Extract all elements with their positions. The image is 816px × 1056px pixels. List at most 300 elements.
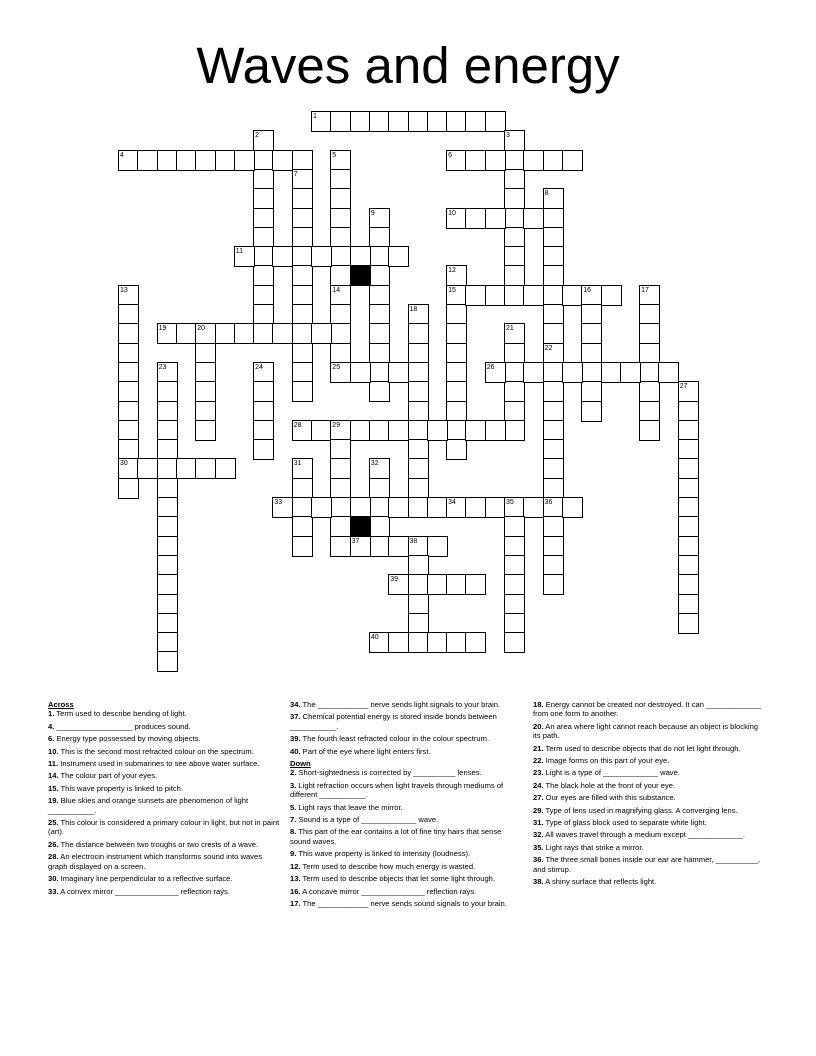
grid-cell[interactable]: [388, 574, 409, 595]
grid-cell[interactable]: [446, 439, 467, 460]
clue-number: 38: [409, 537, 418, 545]
grid-cell[interactable]: [369, 304, 390, 325]
grid-cell[interactable]: [253, 362, 274, 383]
grid-cell[interactable]: [446, 304, 467, 325]
grid-cell[interactable]: [408, 497, 429, 518]
grid-cell[interactable]: [543, 188, 564, 209]
grid-cell[interactable]: [253, 150, 274, 171]
grid-cell[interactable]: [504, 169, 525, 190]
grid-cell[interactable]: [485, 208, 506, 229]
grid-cell[interactable]: [195, 150, 216, 171]
grid-cell[interactable]: [504, 227, 525, 248]
grid-cell[interactable]: [601, 285, 622, 306]
grid-cell[interactable]: [446, 574, 467, 595]
grid-cell[interactable]: [543, 420, 564, 441]
grid-cell[interactable]: [369, 632, 390, 653]
grid-cell[interactable]: [253, 420, 274, 441]
grid-cell[interactable]: [330, 536, 351, 557]
grid-cell[interactable]: [215, 323, 236, 344]
grid-cell[interactable]: [504, 285, 525, 306]
grid-cell[interactable]: [118, 285, 139, 306]
grid-cell[interactable]: [562, 497, 583, 518]
grid-cell[interactable]: [330, 285, 351, 306]
grid-cell[interactable]: [157, 478, 178, 499]
grid-cell[interactable]: [350, 536, 371, 557]
grid-cell[interactable]: [678, 613, 699, 634]
grid-cell[interactable]: [330, 497, 351, 518]
grid-cell[interactable]: [330, 208, 351, 229]
grid-cell[interactable]: [330, 227, 351, 248]
grid-cell[interactable]: [427, 632, 448, 653]
grid-cell[interactable]: [311, 246, 332, 267]
grid-cell[interactable]: [678, 381, 699, 402]
grid-cell[interactable]: [311, 420, 332, 441]
grid-cell[interactable]: [215, 458, 236, 479]
grid-cell[interactable]: [639, 304, 660, 325]
grid-cell[interactable]: [157, 150, 178, 171]
grid-cell[interactable]: [253, 169, 274, 190]
grid-cell[interactable]: [330, 304, 351, 325]
grid-cell[interactable]: [504, 208, 525, 229]
grid-cell[interactable]: [446, 150, 467, 171]
grid-cell[interactable]: [292, 362, 313, 383]
grid-cell[interactable]: [581, 381, 602, 402]
grid-cell[interactable]: [485, 150, 506, 171]
grid-cell[interactable]: [408, 478, 429, 499]
grid-cell[interactable]: [504, 516, 525, 537]
grid-cell[interactable]: [543, 265, 564, 286]
grid-cell[interactable]: [678, 516, 699, 537]
grid-cell[interactable]: [446, 420, 467, 441]
grid-cell[interactable]: [253, 323, 274, 344]
grid-cell[interactable]: [330, 420, 351, 441]
grid-cell[interactable]: [465, 208, 486, 229]
grid-cell[interactable]: [485, 420, 506, 441]
grid-cell[interactable]: [504, 497, 525, 518]
grid-cell[interactable]: [465, 632, 486, 653]
grid-cell[interactable]: [543, 458, 564, 479]
grid-cell[interactable]: [292, 169, 313, 190]
grid-cell[interactable]: [523, 285, 544, 306]
grid-cell[interactable]: [504, 150, 525, 171]
grid-cell[interactable]: [408, 613, 429, 634]
grid-cell[interactable]: [408, 439, 429, 460]
grid-cell[interactable]: [292, 343, 313, 364]
grid-cell[interactable]: [118, 323, 139, 344]
grid-cell[interactable]: [408, 594, 429, 615]
grid-cell[interactable]: [292, 497, 313, 518]
grid-cell[interactable]: [543, 478, 564, 499]
grid-cell[interactable]: [272, 246, 293, 267]
grid-cell[interactable]: [195, 458, 216, 479]
grid-cell[interactable]: [292, 188, 313, 209]
grid-cell[interactable]: [388, 111, 409, 132]
grid-cell[interactable]: [176, 150, 197, 171]
black-square: [350, 265, 371, 286]
grid-cell[interactable]: [292, 304, 313, 325]
grid-cell[interactable]: [427, 536, 448, 557]
grid-cell[interactable]: [543, 516, 564, 537]
grid-cell[interactable]: [408, 323, 429, 344]
grid-cell[interactable]: [292, 323, 313, 344]
grid-cell[interactable]: [157, 632, 178, 653]
grid-cell[interactable]: [504, 130, 525, 151]
grid-cell[interactable]: [388, 362, 409, 383]
grid-cell[interactable]: [118, 439, 139, 460]
page-title: Waves and energy: [196, 37, 620, 94]
grid-cell[interactable]: [330, 111, 351, 132]
grid-cell[interactable]: [581, 285, 602, 306]
grid-cell[interactable]: [446, 362, 467, 383]
grid-cell[interactable]: [118, 458, 139, 479]
grid-cell[interactable]: [543, 401, 564, 422]
grid-cell[interactable]: [330, 188, 351, 209]
grid-cell[interactable]: [369, 458, 390, 479]
grid-cell[interactable]: [678, 420, 699, 441]
grid-cell[interactable]: [292, 150, 313, 171]
grid-cell[interactable]: [330, 323, 351, 344]
grid-cell[interactable]: [292, 458, 313, 479]
grid-cell[interactable]: [157, 497, 178, 518]
grid-cell[interactable]: [523, 150, 544, 171]
grid-cell[interactable]: [427, 574, 448, 595]
grid-cell[interactable]: [118, 381, 139, 402]
grid-cell[interactable]: [253, 304, 274, 325]
grid-cell[interactable]: [272, 323, 293, 344]
grid-cell[interactable]: [311, 323, 332, 344]
grid-cell[interactable]: [157, 362, 178, 383]
grid-cell[interactable]: [157, 574, 178, 595]
grid-cell[interactable]: [639, 362, 660, 383]
down-heading: Down: [290, 759, 311, 769]
grid-cell[interactable]: [543, 536, 564, 557]
grid-cell[interactable]: [292, 516, 313, 537]
grid-cell[interactable]: [408, 574, 429, 595]
grid-cell[interactable]: [137, 150, 158, 171]
grid-cell[interactable]: [504, 246, 525, 267]
grid-cell[interactable]: [388, 497, 409, 518]
grid-cell[interactable]: [446, 401, 467, 422]
grid-cell[interactable]: [446, 208, 467, 229]
grid-cell[interactable]: [157, 613, 178, 634]
grid-cell[interactable]: [523, 497, 544, 518]
grid-cell[interactable]: [446, 111, 467, 132]
grid-cell[interactable]: [157, 594, 178, 615]
grid-cell[interactable]: [253, 208, 274, 229]
grid-cell[interactable]: [330, 343, 351, 364]
grid-cell[interactable]: [639, 343, 660, 364]
grid-cell[interactable]: [639, 401, 660, 422]
grid-cell[interactable]: [195, 323, 216, 344]
grid-cell[interactable]: [118, 150, 139, 171]
grid-cell[interactable]: [408, 362, 429, 383]
grid-cell[interactable]: [678, 555, 699, 576]
grid-cell[interactable]: [485, 111, 506, 132]
grid-cell[interactable]: [157, 323, 178, 344]
clue-text: Part of the eye where light enters first.: [300, 746, 431, 756]
grid-cell[interactable]: [446, 381, 467, 402]
grid-cell[interactable]: [523, 362, 544, 383]
grid-cell[interactable]: [562, 150, 583, 171]
grid-cell[interactable]: [408, 555, 429, 576]
grid-cell[interactable]: [408, 401, 429, 422]
grid-cell[interactable]: [369, 111, 390, 132]
grid-cell[interactable]: [543, 304, 564, 325]
grid-cell[interactable]: [176, 458, 197, 479]
grid-cell[interactable]: [408, 632, 429, 653]
grid-cell[interactable]: [292, 381, 313, 402]
grid-cell[interactable]: [330, 458, 351, 479]
grid-cell[interactable]: [350, 111, 371, 132]
grid-cell[interactable]: [543, 343, 564, 364]
down-clue: [533, 830, 765, 839]
grid-cell[interactable]: [543, 227, 564, 248]
grid-cell[interactable]: [350, 246, 371, 267]
grid-cell[interactable]: [446, 632, 467, 653]
grid-cell[interactable]: [234, 150, 255, 171]
grid-cell[interactable]: [195, 362, 216, 383]
grid-cell[interactable]: [330, 439, 351, 460]
grid-cell[interactable]: [678, 458, 699, 479]
grid-cell[interactable]: [369, 478, 390, 499]
grid-cell[interactable]: [504, 265, 525, 286]
grid-cell[interactable]: [543, 150, 564, 171]
grid-cell[interactable]: [388, 632, 409, 653]
grid-cell[interactable]: [195, 420, 216, 441]
grid-cell[interactable]: [253, 381, 274, 402]
grid-cell[interactable]: [543, 439, 564, 460]
grid-cell[interactable]: [118, 343, 139, 364]
grid-cell[interactable]: [504, 594, 525, 615]
grid-cell[interactable]: [330, 362, 351, 383]
grid-cell[interactable]: [157, 401, 178, 422]
grid-cell[interactable]: [485, 362, 506, 383]
grid-cell[interactable]: [427, 420, 448, 441]
grid-cell[interactable]: [234, 246, 255, 267]
grid-cell[interactable]: [543, 381, 564, 402]
grid-cell[interactable]: [292, 227, 313, 248]
grid-cell[interactable]: [504, 574, 525, 595]
grid-cell[interactable]: [369, 420, 390, 441]
grid-cell[interactable]: [118, 478, 139, 499]
grid-cell[interactable]: [176, 323, 197, 344]
grid-cell[interactable]: [581, 401, 602, 422]
clue-number: 2: [255, 132, 259, 140]
grid-cell[interactable]: [118, 401, 139, 422]
grid-cell[interactable]: [446, 323, 467, 344]
grid-cell[interactable]: [465, 574, 486, 595]
grid-cell[interactable]: [504, 362, 525, 383]
grid-cell[interactable]: [330, 246, 351, 267]
clue-number-label: 5.: [290, 802, 297, 812]
grid-cell[interactable]: [504, 401, 525, 422]
grid-cell[interactable]: [292, 420, 313, 441]
grid-cell[interactable]: [678, 401, 699, 422]
grid-cell[interactable]: [369, 208, 390, 229]
grid-cell[interactable]: [504, 536, 525, 557]
grid-cell[interactable]: [292, 285, 313, 306]
grid-cell[interactable]: [253, 439, 274, 460]
grid-cell[interactable]: [504, 555, 525, 576]
grid-cell[interactable]: [234, 323, 255, 344]
grid-cell[interactable]: [523, 208, 544, 229]
grid-cell[interactable]: [504, 381, 525, 402]
grid-cell[interactable]: [369, 285, 390, 306]
grid-cell[interactable]: [678, 574, 699, 595]
grid-cell[interactable]: [485, 285, 506, 306]
grid-cell[interactable]: [504, 420, 525, 441]
grid-cell[interactable]: [581, 343, 602, 364]
grid-cell[interactable]: [543, 208, 564, 229]
grid-cell[interactable]: [543, 574, 564, 595]
grid-cell[interactable]: [658, 362, 679, 383]
grid-cell[interactable]: [292, 208, 313, 229]
grid-cell[interactable]: [408, 536, 429, 557]
grid-cell[interactable]: [678, 439, 699, 460]
grid-cell[interactable]: [601, 362, 622, 383]
grid-cell[interactable]: [330, 516, 351, 537]
grid-cell[interactable]: [215, 150, 236, 171]
grid-cell[interactable]: [157, 536, 178, 557]
grid-cell[interactable]: [272, 150, 293, 171]
grid-cell[interactable]: [408, 111, 429, 132]
grid-cell[interactable]: [292, 478, 313, 499]
grid-cell[interactable]: [292, 536, 313, 557]
grid-cell[interactable]: [369, 516, 390, 537]
grid-cell[interactable]: [678, 536, 699, 557]
grid-cell[interactable]: [408, 420, 429, 441]
grid-cell[interactable]: [369, 343, 390, 364]
grid-cell[interactable]: [581, 323, 602, 344]
grid-cell[interactable]: [350, 497, 371, 518]
grid-cell[interactable]: [369, 497, 390, 518]
grid-cell[interactable]: [639, 323, 660, 344]
grid-cell[interactable]: [485, 497, 506, 518]
clue-number: 37: [351, 537, 360, 545]
grid-cell[interactable]: [157, 381, 178, 402]
grid-cell[interactable]: [292, 265, 313, 286]
grid-cell[interactable]: [369, 323, 390, 344]
grid-cell[interactable]: [330, 150, 351, 171]
grid-cell[interactable]: [253, 285, 274, 306]
grid-cell[interactable]: [504, 343, 525, 364]
grid-cell[interactable]: [678, 478, 699, 499]
grid-cell[interactable]: [408, 458, 429, 479]
grid-cell[interactable]: [118, 304, 139, 325]
grid-cell[interactable]: [543, 285, 564, 306]
grid-cell[interactable]: [639, 420, 660, 441]
grid-cell[interactable]: [157, 420, 178, 441]
grid-cell[interactable]: [678, 594, 699, 615]
grid-cell[interactable]: [369, 362, 390, 383]
grid-cell[interactable]: [504, 188, 525, 209]
grid-cell[interactable]: [350, 420, 371, 441]
grid-cell[interactable]: [504, 613, 525, 634]
grid-cell[interactable]: [388, 536, 409, 557]
grid-cell[interactable]: [543, 362, 564, 383]
grid-cell[interactable]: [157, 458, 178, 479]
grid-cell[interactable]: [543, 555, 564, 576]
grid-cell[interactable]: [465, 497, 486, 518]
grid-cell[interactable]: [639, 381, 660, 402]
grid-cell[interactable]: [427, 111, 448, 132]
grid-cell[interactable]: [157, 555, 178, 576]
grid-cell[interactable]: [292, 246, 313, 267]
grid-cell[interactable]: [369, 227, 390, 248]
grid-cell[interactable]: [137, 458, 158, 479]
grid-cell[interactable]: [543, 246, 564, 267]
grid-cell[interactable]: [465, 111, 486, 132]
grid-cell[interactable]: [369, 265, 390, 286]
grid-cell[interactable]: [311, 111, 332, 132]
clue-number: 15: [448, 286, 456, 294]
grid-cell[interactable]: [253, 188, 274, 209]
grid-cell[interactable]: [330, 265, 351, 286]
grid-cell[interactable]: [620, 362, 641, 383]
grid-cell[interactable]: [195, 401, 216, 422]
grid-cell[interactable]: [465, 285, 486, 306]
clue-number-label: 15.: [48, 783, 59, 793]
grid-cell[interactable]: [157, 516, 178, 537]
grid-cell[interactable]: [157, 651, 178, 672]
grid-cell[interactable]: [253, 227, 274, 248]
grid-cell[interactable]: [408, 381, 429, 402]
grid-cell[interactable]: [157, 439, 178, 460]
grid-cell[interactable]: [253, 401, 274, 422]
grid-cell[interactable]: [446, 285, 467, 306]
grid-cell[interactable]: [543, 497, 564, 518]
grid-cell[interactable]: [408, 304, 429, 325]
grid-cell[interactable]: [446, 265, 467, 286]
grid-cell[interactable]: [118, 362, 139, 383]
grid-cell[interactable]: [195, 343, 216, 364]
grid-cell[interactable]: [446, 497, 467, 518]
grid-cell[interactable]: [195, 381, 216, 402]
grid-cell[interactable]: [581, 304, 602, 325]
grid-cell[interactable]: [388, 420, 409, 441]
grid-cell[interactable]: [369, 246, 390, 267]
grid-cell[interactable]: [427, 497, 448, 518]
grid-cell[interactable]: [330, 169, 351, 190]
grid-cell[interactable]: [678, 497, 699, 518]
grid-cell[interactable]: [562, 285, 583, 306]
grid-cell[interactable]: [581, 362, 602, 383]
clue-text: Term used to describe how much energy is wasted.: [300, 861, 476, 871]
grid-cell[interactable]: [253, 130, 274, 151]
grid-cell[interactable]: [369, 381, 390, 402]
grid-cell[interactable]: [504, 632, 525, 653]
grid-cell[interactable]: [330, 478, 351, 499]
grid-cell[interactable]: [253, 246, 274, 267]
grid-cell[interactable]: [543, 323, 564, 344]
grid-cell[interactable]: [446, 343, 467, 364]
grid-cell[interactable]: [118, 420, 139, 441]
grid-cell[interactable]: [465, 150, 486, 171]
grid-cell[interactable]: [639, 285, 660, 306]
grid-cell[interactable]: [253, 265, 274, 286]
grid-cell[interactable]: [272, 497, 293, 518]
grid-cell[interactable]: [369, 536, 390, 557]
grid-cell[interactable]: [562, 362, 583, 383]
grid-cell[interactable]: [408, 343, 429, 364]
grid-cell[interactable]: [388, 246, 409, 267]
clue-number-label: 30.: [48, 874, 59, 884]
clues-column-3: [533, 700, 765, 890]
grid-cell[interactable]: [311, 497, 332, 518]
grid-cell[interactable]: [350, 362, 371, 383]
grid-cell[interactable]: [465, 420, 486, 441]
grid-cell[interactable]: [504, 323, 525, 344]
